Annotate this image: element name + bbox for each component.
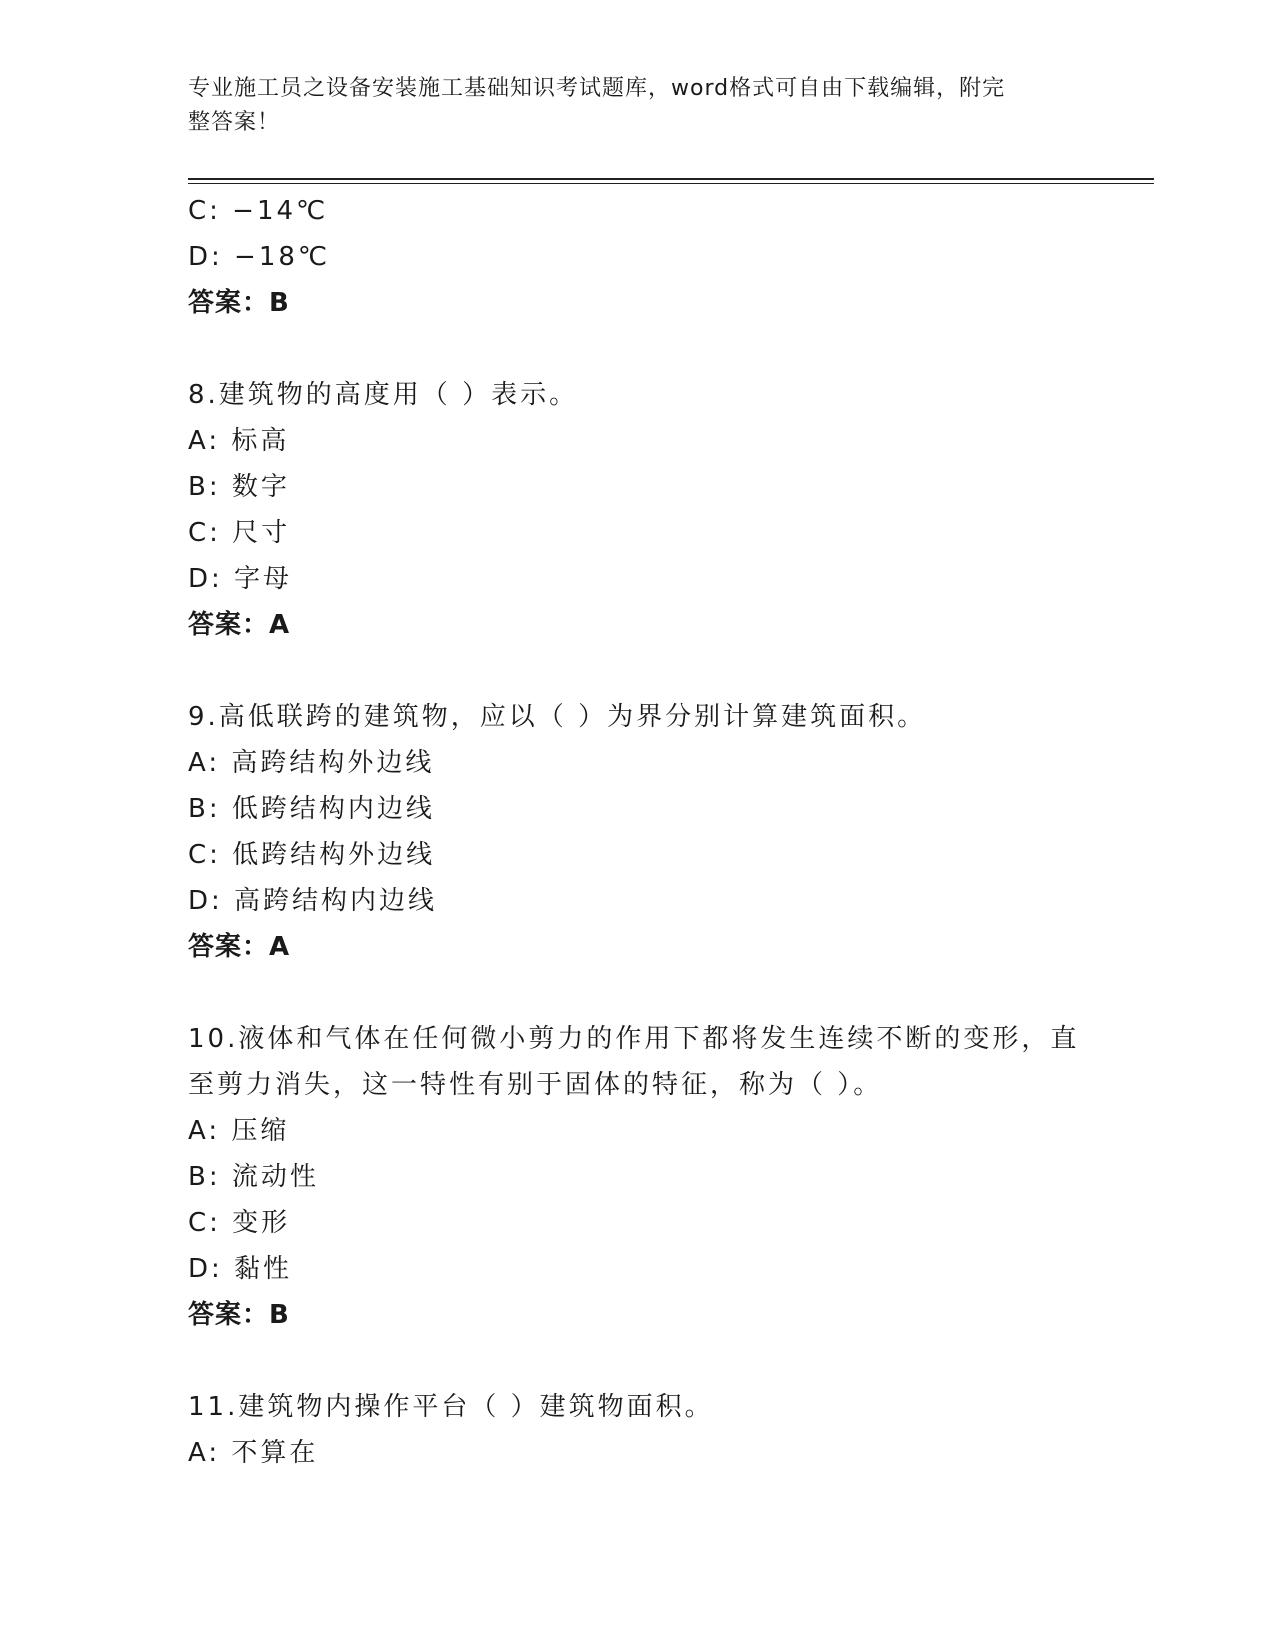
header-divider-thin — [188, 183, 1154, 184]
option-b: B: 数字 — [188, 472, 290, 502]
question-text: 11.建筑物内操作平台（ ）建筑物面积。 — [188, 1392, 714, 1422]
question-8 — [188, 372, 1154, 648]
answer: 答案：A — [188, 610, 291, 640]
header-line-1: 专业施工员之设备安装施工基础知识考试题库，word格式可自由下载编辑，附完 — [188, 76, 1006, 101]
spacer — [188, 1338, 1154, 1384]
question-9 — [188, 694, 1154, 970]
option-a: A: 标高 — [188, 426, 290, 456]
spacer — [188, 970, 1154, 1016]
option-d: D: 高跨结构内边线 — [188, 886, 438, 916]
answer: 答案：B — [188, 288, 290, 318]
option-c: C: 变形 — [188, 1208, 291, 1238]
option-a: A: 压缩 — [188, 1116, 290, 1146]
question-10 — [188, 1016, 1154, 1338]
option-c: C: −14℃ — [188, 196, 329, 226]
option-a: A: 高跨结构外边线 — [188, 748, 435, 778]
option-b: B: 流动性 — [188, 1162, 319, 1192]
option-d: D: 字母 — [188, 564, 293, 594]
option-c: C: 尺寸 — [188, 518, 291, 548]
answer: 答案：A — [188, 932, 291, 962]
option-c: C: 低跨结构外边线 — [188, 840, 436, 870]
option-b: B: 低跨结构内边线 — [188, 794, 435, 824]
option-d: D: −18℃ — [188, 242, 331, 272]
header-line-2: 整答案！ — [188, 110, 281, 135]
question-list — [188, 188, 1154, 1476]
document-header — [188, 72, 1088, 140]
spacer — [188, 326, 1154, 372]
question-11 — [188, 1384, 1154, 1476]
question-text-line-1: 10.液体和气体在任何微小剪力的作用下都将发生连续不断的变形，直 — [188, 1024, 1080, 1054]
header-divider-thick — [188, 178, 1154, 180]
spacer — [188, 648, 1154, 694]
question-7 — [188, 188, 1154, 326]
question-text-line-2: 至剪力消失，这一特性有别于固体的特征，称为（ ）。 — [188, 1070, 883, 1100]
answer: 答案：B — [188, 1300, 290, 1330]
question-text: 8.建筑物的高度用（ ）表示。 — [188, 380, 579, 410]
option-a: A: 不算在 — [188, 1438, 319, 1468]
option-d: D: 黏性 — [188, 1254, 293, 1284]
question-text: 9.高低联跨的建筑物，应以（ ）为界分别计算建筑面积。 — [188, 702, 927, 732]
